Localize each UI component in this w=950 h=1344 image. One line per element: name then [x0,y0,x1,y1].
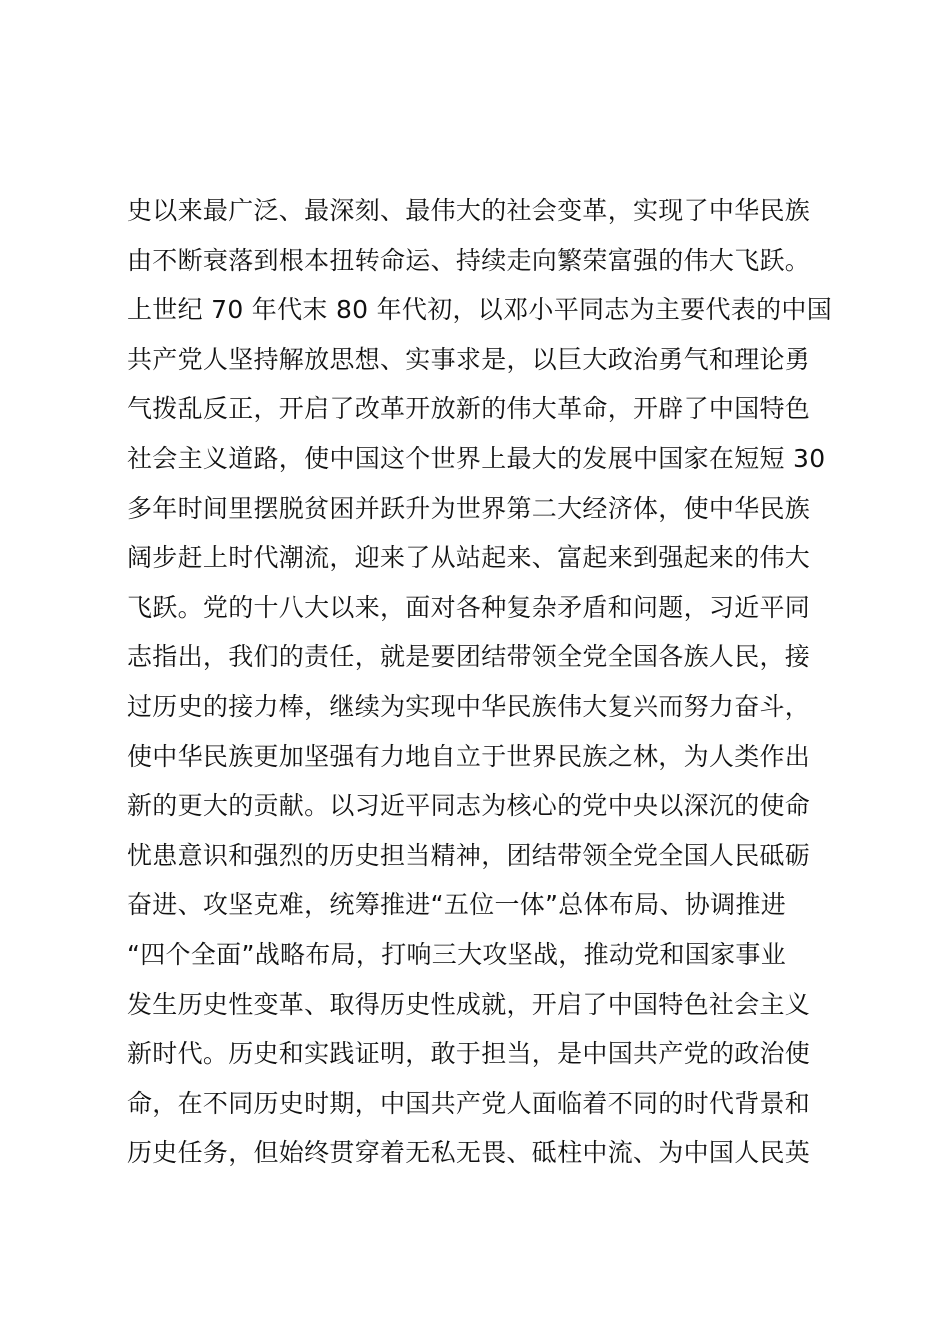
text-line: 发生历史性变革、取得历史性成就，开启了中国特色社会主义 [127,989,811,1019]
text-line: 阔步赶上时代潮流，迎来了从站起来、富起来到强起来的伟大 [127,543,811,573]
text-line: “四个全面”战略布局，打响三大攻坚战，推动党和国家事业 [127,939,787,969]
text-line: 使中华民族更加坚强有力地自立于世界民族之林，为人类作出 [127,741,811,771]
text-line: 多年时间里摆脱贫困并跃升为世界第二大经济体，使中华民族 [127,493,811,523]
body-text [127,186,837,1178]
text-line: 新时代。历史和实践证明，敢于担当，是中国共产党的政治使 [127,1039,811,1069]
text-line: 忧患意识和强烈的历史担当精神，团结带领全党全国人民砥砺 [127,840,811,870]
text-line: 社会主义道路，使中国这个世界上最大的发展中国家在短短 30 [127,443,826,473]
text-line: 气拨乱反正，开启了改革开放新的伟大革命，开辟了中国特色 [127,394,811,424]
text-line: 共产党人坚持解放思想、实事求是，以巨大政治勇气和理论勇 [127,344,811,374]
text-line: 命，在不同历史时期，中国共产党人面临着不同的时代背景和 [127,1088,811,1118]
text-line: 奋进、攻坚克难，统筹推进“五位一体”总体布局、协调推进 [127,890,787,920]
text-line: 历史任务，但始终贯穿着无私无畏、砥柱中流、为中国人民英 [127,1138,811,1168]
text-line: 飞跃。党的十八大以来，面对各种复杂矛盾和问题，习近平同 [127,592,811,622]
text-line: 史以来最广泛、最深刻、最伟大的社会变革，实现了中华民族 [127,196,811,225]
text-line: 由不断衰落到根本扭转命运、持续走向繁荣富强的伟大飞跃。 [127,245,811,275]
text-line: 过历史的接力棒，继续为实现中华民族伟大复兴而努力奋斗， [127,691,811,721]
text-line: 上世纪 70 年代末 80 年代初，以邓小平同志为主要代表的中国 [127,295,833,325]
text-line: 新的更大的贡献。以习近平同志为核心的党中央以深沉的使命 [127,791,811,821]
text-line: 志指出，我们的责任，就是要团结带领全党全国各族人民，接 [127,642,811,672]
